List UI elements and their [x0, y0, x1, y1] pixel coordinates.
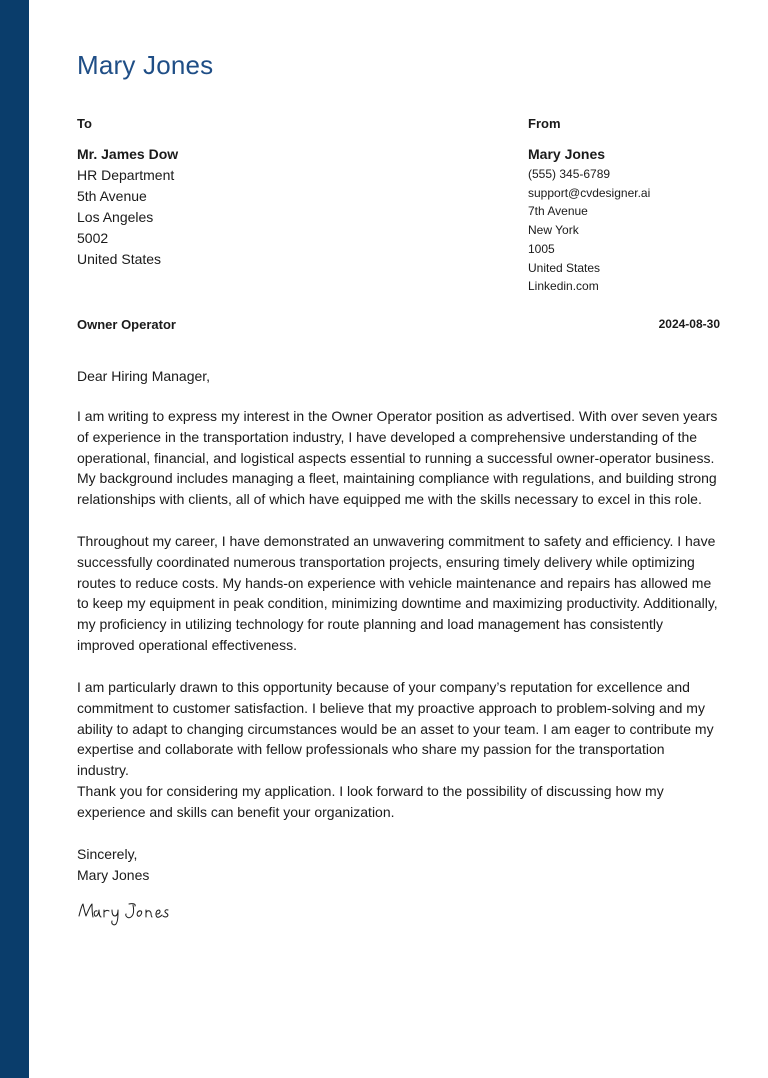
job-title: Owner Operator	[77, 317, 176, 332]
body-paragraph-2: Throughout my career, I have demonstrated an unwavering commitment to safety and efficiency. I have successfully coordinated numerous transportation projects, ensuring timely delivery while optimizing routes to reduce costs. My hands-on experience with vehicle maintenance and repairs has allowed me to keep my equipment in peak condition, minimizing downtime and maximizing productivity. Additionally, my proficiency in utilizing technology for route planning and load management has consistently improved operational effectiveness.	[77, 533, 718, 653]
sender-name: Mary Jones	[528, 146, 606, 162]
recipient-street: 5th Avenue	[77, 188, 147, 204]
sender-zip: 1005	[528, 241, 555, 256]
recipient-city: Los Angeles	[77, 209, 154, 225]
job-title-row	[77, 317, 720, 335]
body-paragraph-3: I am particularly drawn to this opportunity because of your company’s reputation for excellence and commitment to customer satisfaction. I believe that my proactive approach to problem-solving and my ability to adapt to changing circumstances would be an asset to your team. I am eager to contribute my expertise and collaborate with fellow professionals who share my passion for the transportation industry.	[77, 679, 714, 779]
closing-block	[77, 844, 149, 886]
sender-city: New York	[528, 223, 579, 238]
sender-email: support@cvdesigner.ai	[528, 185, 651, 200]
letter-date: 2024-08-30	[658, 317, 720, 331]
sender-linkedin: Linkedin.com	[528, 279, 599, 294]
body-paragraph-1: I am writing to express my interest in the Owner Operator position as advertised. With over seven years of experience in the transportation industry, I have developed a comprehensive understanding of the operational, financial, and logistical aspects essential to running a successful owner-operator business. My background includes managing a fleet, maintaining compliance with regulations, and building strong relationships with clients, all of which have equipped me with the skills necessary to excel in this role.	[77, 408, 718, 508]
recipient-zip: 5002	[77, 230, 109, 246]
recipient-country: United States	[77, 251, 162, 267]
closing-phrase: Sincerely,	[77, 846, 138, 862]
left-accent-bar	[0, 0, 29, 1078]
recipient-label: To	[77, 116, 92, 131]
closing-name: Mary Jones	[77, 867, 150, 883]
recipient-name: Mr. James Dow	[77, 146, 179, 162]
recipient-block	[77, 116, 377, 270]
sender-phone: (555) 345-6789	[528, 167, 611, 181]
sender-label: From	[528, 116, 561, 131]
sender-street: 7th Avenue	[528, 204, 588, 219]
applicant-name-heading: Mary Jones	[77, 50, 214, 80]
salutation: Dear Hiring Manager,	[77, 368, 211, 384]
recipient-department: HR Department	[77, 167, 175, 183]
sender-block	[528, 116, 728, 296]
sender-country: United States	[528, 260, 601, 275]
body-paragraph-4: Thank you for considering my application. I look forward to the possibility of discussing how my experience and skills can benefit your organization.	[77, 783, 664, 820]
handwritten-signature	[77, 896, 177, 931]
